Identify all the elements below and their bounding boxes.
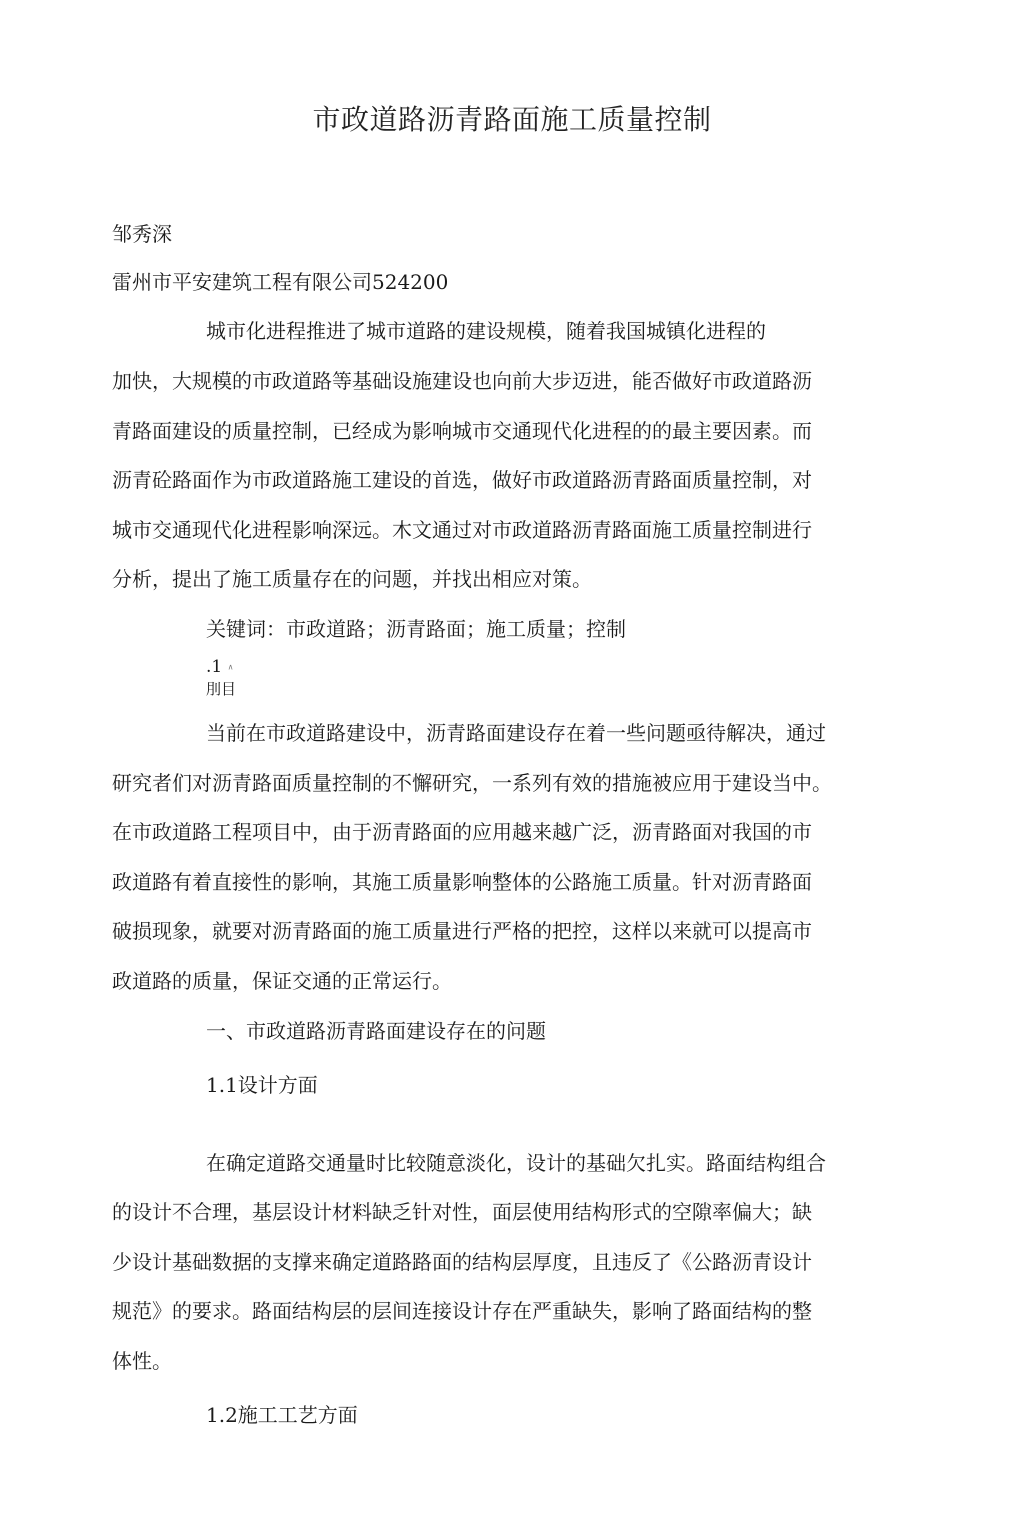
abstract-line: 城市交通现代化进程影响深远。木文通过对市政道路沥青路面施工质量控制进行 — [112, 518, 812, 542]
keywords: 关键词：市政道路；沥青路面；施工质量；控制 — [206, 617, 626, 641]
abstract-line: 分析，提出了施工质量存在的问题，并找出相应对策。 — [112, 567, 592, 591]
author-name: 邹秀深 — [112, 222, 172, 246]
subsection-heading: 1.1设计方面 — [206, 1073, 318, 1097]
preface-label: 刖目 — [206, 680, 237, 698]
author-affiliation: 雷州市平安建筑工程有限公司524200 — [112, 270, 449, 294]
intro-line: 在市政道路工程项目中，由于沥青路面的应用越来越广泛，沥青路面对我国的市 — [112, 820, 812, 844]
body-line: 规范》的要求。路面结构层的层间连接设计存在严重缺失，影响了路面结构的整 — [112, 1299, 812, 1323]
body-line: 少设计基础数据的支撑来确定道路路面的结构层厚度，且违反了《公路沥青设计 — [112, 1250, 812, 1274]
preface-number: .1 — [206, 657, 223, 677]
preface-number-row — [206, 656, 986, 679]
intro-line: 政道路的质量，保证交通的正常运行。 — [112, 969, 452, 993]
intro-line: 当前在市政道路建设中，沥青路面建设存在着一些问题亟待解决，通过 — [206, 721, 826, 745]
intro-line: 破损现象，就要对沥青路面的施工质量进行严格的把控，这样以来就可以提高市 — [112, 919, 812, 943]
body-line: 在确定道路交通量时比较随意淡化，设计的基础欠扎实。路面结构组合 — [206, 1151, 826, 1175]
body-line: 体性。 — [112, 1349, 172, 1373]
document-title: 市政道路沥青路面施工质量控制 — [312, 103, 712, 136]
body-line: 的设计不合理，基层设计材料缺乏针对性，面层使用结构形式的空隙率偏大；缺 — [112, 1200, 812, 1224]
abstract-line: 青路面建设的质量控制，已经成为影响城市交通现代化进程的的最主要因素。而 — [112, 419, 812, 443]
section-heading: 一、市政道路沥青路面建设存在的问题 — [206, 1019, 546, 1043]
intro-line: 政道路有着直接性的影响，其施工质量影响整体的公路施工质量。针对沥青路面 — [112, 870, 812, 894]
abstract-line: 城市化进程推进了城市道路的建设规模，随着我国城镇化进程的 — [206, 319, 766, 343]
preface-marker: ∧ — [227, 662, 234, 672]
subsection-heading: 1.2施工工艺方面 — [206, 1403, 358, 1427]
abstract-line: 加快，大规模的市政道路等基础设施建设也向前大步迈进，能否做好市政道路沥 — [112, 369, 812, 393]
abstract-line: 沥青砼路面作为市政道路施工建设的首选，做好市政道路沥青路面质量控制，对 — [112, 468, 812, 492]
intro-line: 研究者们对沥青路面质量控制的不懈研究，一系列有效的措施被应用于建设当中。 — [112, 771, 832, 795]
